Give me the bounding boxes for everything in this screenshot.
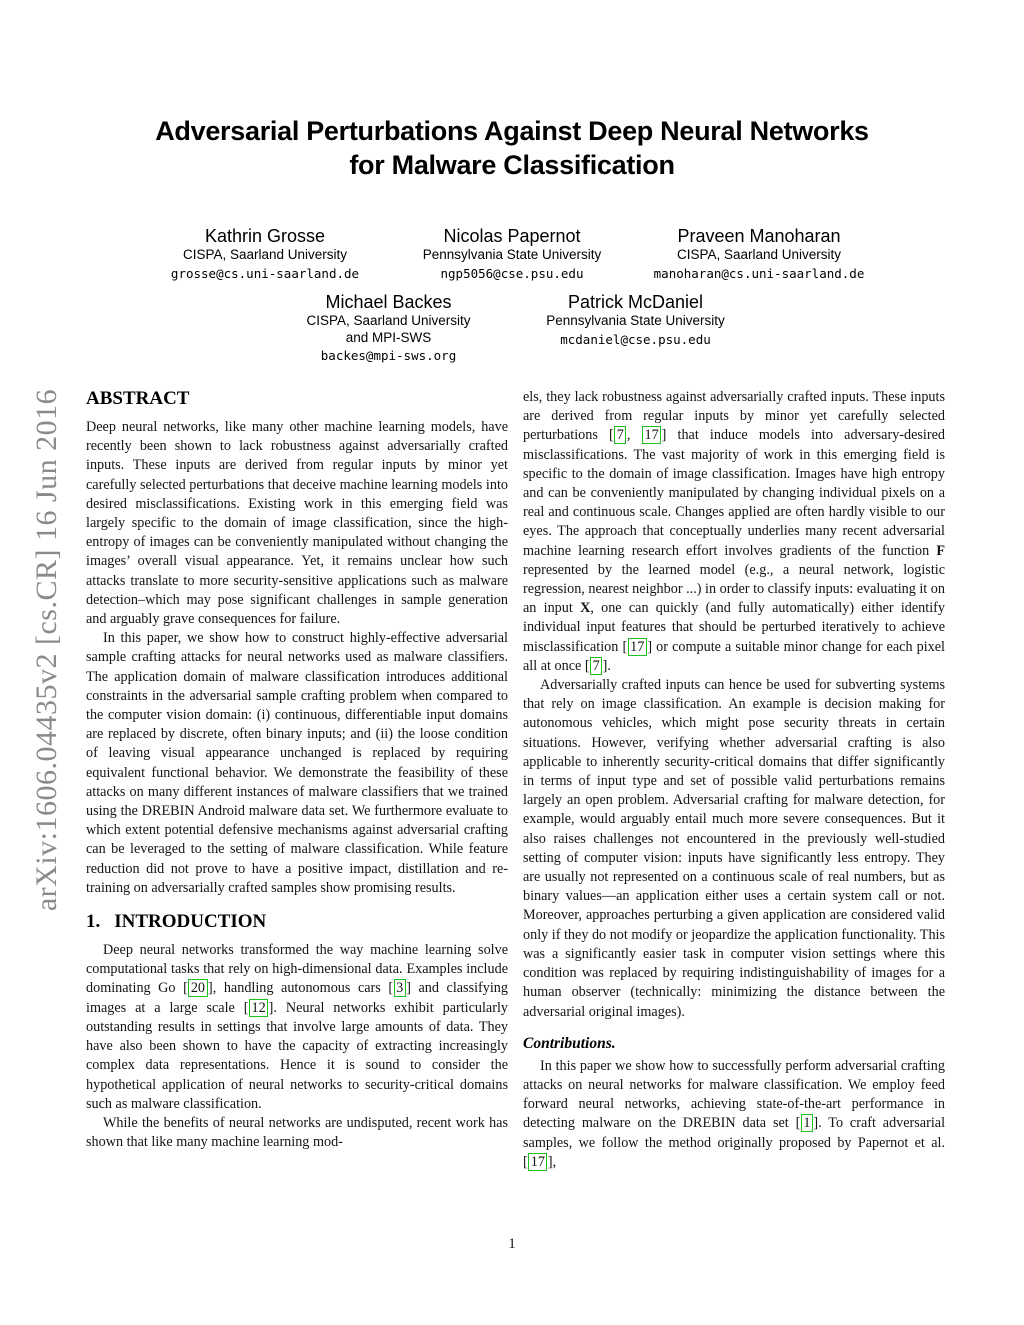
right-column-body [523,388,945,1022]
paragraph: els, they lack robustness against adversarially crafted inputs. These inputs are derived from regular inputs by minor yet carefully selected perturbations [ 7 , 17 ] that induce models into adversary-desired misclassifications. The vast majority of work in this emerging field is specific to the domain of image classification. Images have high entropy and can be conveniently manipulated by changing individual pixels on a real and continuous scale. Changes applied are often hardly visible to our eyes. The approach that conceptually underlies many recent adversarial machine learning research effort involves gradients of the function F represented by the learned model (e.g., a neural network, logistic regression, nearest neighbor ...) in order to classify inputs: evaluating it on an input X, one can quickly (and fully automatically) either identify individual input features that should be perturbed iteratively to achieve misclassification [ 17 ] or compute a suitable minor change for each pixel all at once [ 7 ]. [523,389,945,674]
section-number: 1. [86,911,101,933]
arxiv-watermark: arXiv:1606.04435v2 [cs.CR] 16 Jun 2016 [30,388,63,912]
author-name: Patrick McDaniel [567,292,704,312]
citation-ref[interactable]: 12 [249,999,268,1017]
paragraph: Deep neural networks, like many other machine learning models, have recently been shown to lack robustness against adversarially crafted inputs. These inputs are derived from regular inputs by minor yet carefully selected perturbations that deceive machine learning models into desired misclassifications. Existing work in this emerging field was largely specific to the domain of image classification, since the high-entropy of images can be conveniently manipulated without changing the images’ overall visual appearance. Yet, it remains unclear how such attacks translate to more security-sensitive applications such as malware detection–which may pose significant challenges in sample generation and arguably grave consequences for failure. [86,419,508,628]
author-affiliation: Pennsylvania State University [546,313,725,328]
title-line-1: Adversarial Perturbations Against Deep Neural Networks [155,116,869,146]
author-name: Kathrin Grosse [204,226,326,246]
author-affiliation: CISPA, Saarland University [306,313,471,328]
title-line-2: for Malware Classification [349,150,675,180]
paragraph: While the benefits of neural networks are undisputed, recent work has shown that like many machine learning mod- [86,1114,508,1151]
paragraph: In this paper, we show how to construct highly-effective adversarial sample crafting attacks for neural networks used as malware classifiers. The application domain of malware classification introduces additional constraints in the adversarial sample crafting problem when compared to the computer vision domain: (i) continuous, differentiable input domains are replaced by discrete, often binary inputs; and (ii) the loose condition of leaving visual appearance unchanged is replaced by requiring equivalent functional behavior. We demonstrate the feasibility of these attacks on many different instances of malware classifiers that we trained using the DREBIN Android malware data set. We furthermore evaluate to which extent potential defensive mechanisms against adversarial crafting can be leveraged to the setting of malware classification. While feature reduction did not prove to have a positive impact, distillation and re-training on adversarially crafted samples show promising results. [86,630,508,896]
author-papernot [389,226,636,282]
author-affiliation-2: and MPI-SWS [345,329,432,345]
citation-ref[interactable]: 1 [801,1114,813,1132]
citation-ref[interactable]: 17 [628,638,647,656]
paper-title [0,114,1024,182]
author-email: backes@mpi-sws.org [320,348,457,363]
citation-ref[interactable]: 17 [528,1153,547,1171]
author-email: manoharan@cs.uni-saarland.de [653,265,865,281]
paragraph: Adversarially crafted inputs can hence be used for subverting systems that rely on image classification. An example is decision making for autonomous vehicles, which might pose security threats in certain situations. However, verifying whether adversarial crafting is also applicable to inherently security-critical domains that differ significantly in terms of input type and set of possible valid perturbations remains largely an open problem. Adversarial crafting for malware detection, for example, would arguably entail much more severe consequences. But it also raises challenges not encountered in the previously well-studied setting of computer vision: inputs have significantly less entropy. They are usually not represented on a continuous scale of real numbers, but as binary values—an application either uses a certain system call or not. Moreover, approaches perturbing a given application are considered valid only if they do not modify or jeopardize the application functionality. This was a significantly easier task in computer vision settings where this condition was replaced by requiring indistinguishability of images for a human observer (technically: minimizing the distance between the adversarial original images). [523,677,945,1020]
citation-ref[interactable]: 7 [590,657,602,675]
author-email: ngp5056@cse.psu.edu [440,265,584,281]
contributions-heading: Contributions. [523,1034,616,1052]
abstract-heading: ABSTRACT [86,388,190,409]
author-affiliation: CISPA, Saarland University [182,247,348,262]
citation-ref[interactable]: 17 [642,426,661,444]
author-backes [265,292,512,364]
contributions-body [523,1057,945,1172]
section-title: INTRODUCTION [114,911,267,933]
paragraph: In this paper we show how to successfully perform adversarial crafting attacks on neural networks for malware classification. We employ feed forward neural networks, achieving state-of-the-art performance in detecting malware on the DREBIN data set [ 1 ]. To craft adversarial samples, we follow the method originally proposed by Papernot et al. [ 17 ], [523,1057,946,1170]
author-name: Praveen Manoharan [677,226,841,246]
author-grosse [142,226,389,282]
author-affiliation: Pennsylvania State University [422,247,602,262]
bold-symbol: X [580,600,591,617]
bold-symbol: F [936,542,945,559]
authors-row-1 [0,226,1024,282]
author-email: grosse@cs.uni-saarland.de [170,265,360,281]
author-mcdaniel [512,292,759,364]
author-name: Nicolas Papernot [443,226,581,246]
author-manoharan [636,226,883,282]
introduction-body [86,941,508,1152]
abstract-body [86,418,508,898]
left-column [86,388,508,1152]
author-affiliation: CISPA, Saarland University [676,247,842,262]
paragraph: Deep neural networks transformed the way machine learning solve computational tasks that rely on high-dimensional data. Examples include dominating Go [ 20 ], handling autonomous cars [ 3 ] and classifying images at a large scale [ 12 ]. Neural networks exhibit particularly outstanding results in settings that involve large amounts of data. They have also been shown to have the capacity of extracting increasingly complex data representations. Hence it is sound to consider the hypothetical application of neural networks to security-critical domains such as malware classification. [86,942,508,1112]
introduction-heading [86,911,508,933]
citation-ref[interactable]: 3 [394,979,406,997]
author-name: Michael Backes [325,292,452,312]
author-email: mcdaniel@cse.psu.edu [560,331,711,347]
citation-ref[interactable]: 7 [614,426,626,444]
authors-row-2 [0,292,1024,364]
right-column [523,388,945,1172]
page-number: 1 [508,1236,516,1252]
citation-ref[interactable]: 20 [188,979,207,997]
